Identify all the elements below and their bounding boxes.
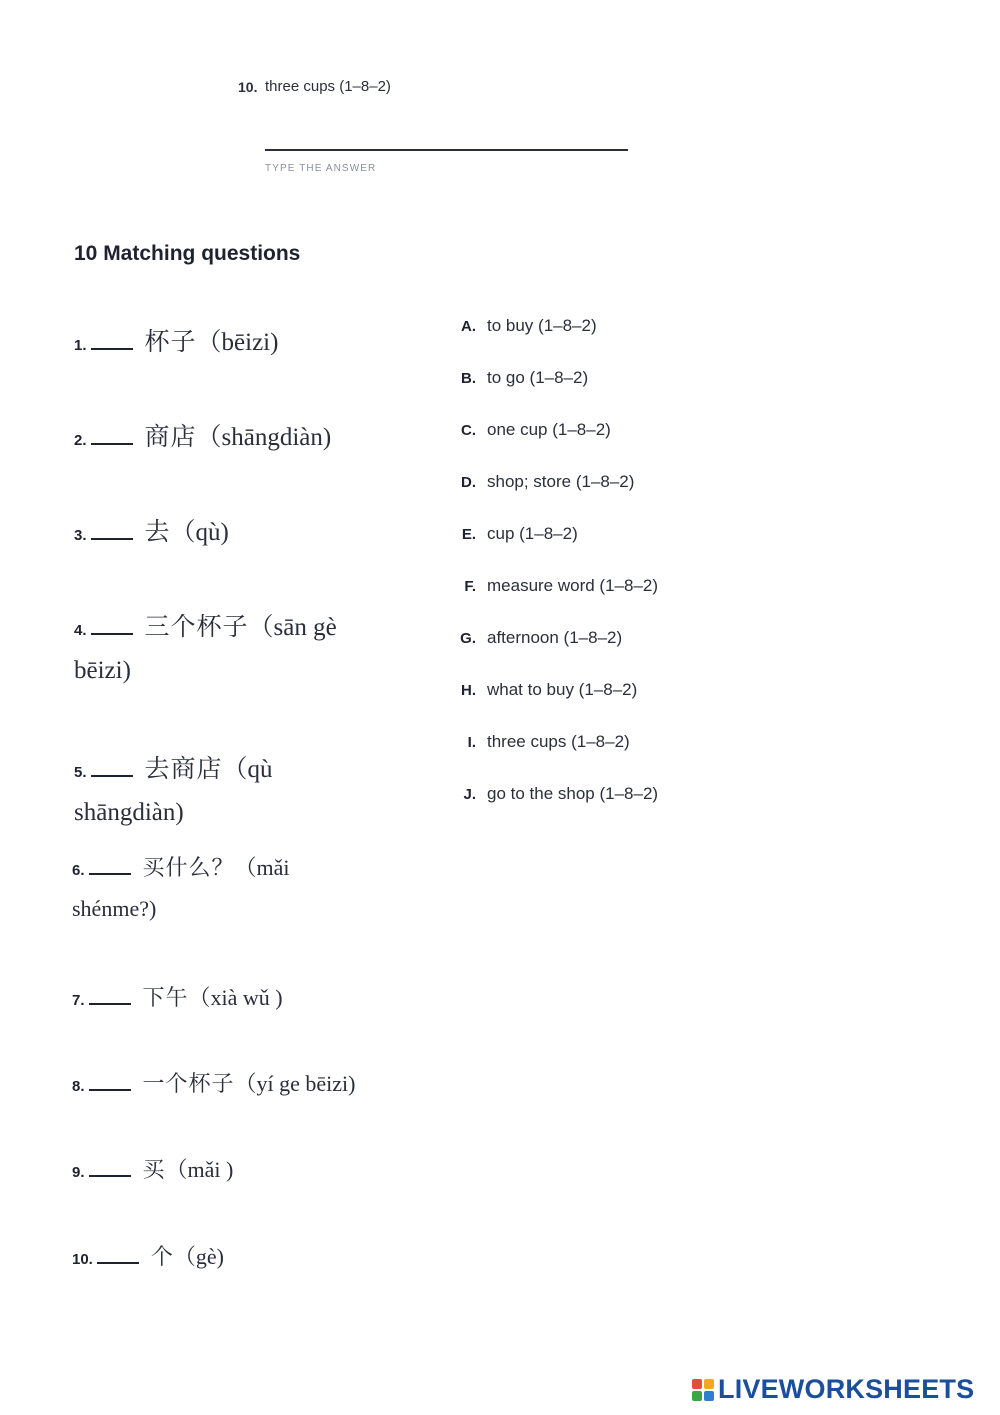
option-text: what to buy (1–8–2) [487, 680, 638, 699]
answer-blank[interactable] [91, 442, 133, 445]
logo-square-icon [704, 1391, 714, 1401]
logo-square-icon [692, 1379, 702, 1389]
matching-question-9 [72, 1153, 412, 1184]
matching-question-7 [72, 981, 412, 1012]
written-question-text: three cups (1–8–2) [265, 78, 391, 95]
question-number: 7. [72, 992, 85, 1009]
matching-question-6 [72, 851, 412, 922]
chinese-term: 买什么？ [142, 856, 235, 881]
logo-mark-icon [692, 1379, 714, 1401]
matching-question-8 [72, 1067, 412, 1098]
matching-question-10 [72, 1240, 412, 1271]
option-text: go to the shop (1–8–2) [487, 784, 659, 803]
answer-blank[interactable] [91, 774, 133, 777]
answer-input-line[interactable] [265, 149, 628, 151]
option-text: afternoon (1–8–2) [487, 628, 623, 647]
option-e [448, 524, 578, 544]
question-number: 10. [72, 1251, 93, 1268]
option-b [448, 368, 588, 388]
option-text: to go (1–8–2) [487, 368, 589, 387]
chinese-term: 三个杯子 [144, 612, 249, 641]
option-d [448, 472, 634, 492]
option-text: shop; store (1–8–2) [487, 472, 635, 491]
answer-hint: TYPE THE ANSWER [265, 163, 377, 174]
written-question-number: 10. [238, 79, 258, 95]
chinese-term: 个 [150, 1245, 174, 1270]
chinese-term: 买 [142, 1158, 166, 1183]
logo-text: LIVEWORKSHEETS [718, 1374, 975, 1404]
section-title: 10 Matching questions [74, 242, 301, 265]
pinyin: （mǎi ) [165, 1157, 234, 1182]
option-letter: A. [461, 318, 476, 335]
option-text: three cups (1–8–2) [487, 732, 630, 751]
chinese-term: 一个杯子 [142, 1072, 235, 1097]
pinyin: （xià wǔ ) [188, 985, 283, 1010]
pinyin: （sān gè [248, 614, 337, 641]
answer-blank[interactable] [91, 537, 133, 540]
answer-blank[interactable] [89, 872, 131, 875]
option-letter: E. [461, 526, 476, 543]
option-a [448, 316, 597, 336]
question-number: 1. [74, 337, 87, 354]
matching-question-4 [74, 607, 414, 685]
liveworksheets-logo [692, 1374, 974, 1405]
chinese-term: 杯子 [144, 327, 197, 356]
pinyin: （mǎi [234, 855, 290, 880]
answer-blank[interactable] [91, 632, 133, 635]
answer-blank[interactable] [89, 1174, 131, 1177]
question-number: 4. [74, 622, 87, 639]
chinese-term: 商店 [144, 422, 197, 451]
option-g [448, 628, 622, 648]
option-letter: B. [461, 370, 476, 387]
option-i [448, 732, 630, 752]
answer-blank[interactable] [89, 1002, 131, 1005]
matching-question-1 [74, 322, 414, 358]
answer-blank[interactable] [91, 347, 133, 350]
answer-blank[interactable] [89, 1088, 131, 1091]
option-letter: C. [461, 422, 476, 439]
option-text: measure word (1–8–2) [487, 576, 659, 595]
answer-blank[interactable] [97, 1261, 139, 1264]
pinyin: （qù [222, 756, 273, 783]
option-h [448, 680, 637, 700]
pinyin: （shāngdiàn) [196, 424, 332, 451]
logo-square-icon [704, 1379, 714, 1389]
pinyin-continuation: shāngdiàn) [74, 799, 184, 826]
question-number: 8. [72, 1078, 85, 1095]
option-text: one cup (1–8–2) [487, 420, 611, 439]
option-letter: I. [467, 734, 476, 751]
chinese-term: 去 [144, 517, 171, 546]
option-letter: D. [461, 474, 476, 491]
option-letter: J. [463, 786, 476, 803]
question-number: 6. [72, 862, 85, 879]
pinyin: （qù) [170, 519, 229, 546]
question-number: 2. [74, 432, 87, 449]
option-letter: H. [461, 682, 476, 699]
option-letter: G. [460, 630, 476, 647]
option-letter: F. [464, 578, 476, 595]
pinyin: （yí ge bēizi) [234, 1071, 356, 1096]
option-c [448, 420, 611, 440]
option-text: to buy (1–8–2) [487, 316, 597, 335]
matching-question-3 [74, 512, 414, 548]
option-f [448, 576, 658, 596]
chinese-term: 去商店 [144, 754, 223, 783]
option-text: cup (1–8–2) [487, 524, 578, 543]
pinyin-continuation: bēizi) [74, 657, 131, 684]
pinyin: （gè) [173, 1244, 224, 1269]
option-j [448, 784, 658, 804]
pinyin-continuation: shénme?) [72, 896, 157, 921]
question-number: 5. [74, 764, 87, 781]
matching-question-2 [74, 417, 414, 453]
matching-question-5 [74, 749, 414, 827]
question-number: 3. [74, 527, 87, 544]
pinyin: （bēizi) [196, 329, 279, 356]
logo-square-icon [692, 1391, 702, 1401]
chinese-term: 下午 [142, 986, 189, 1011]
question-number: 9. [72, 1164, 85, 1181]
